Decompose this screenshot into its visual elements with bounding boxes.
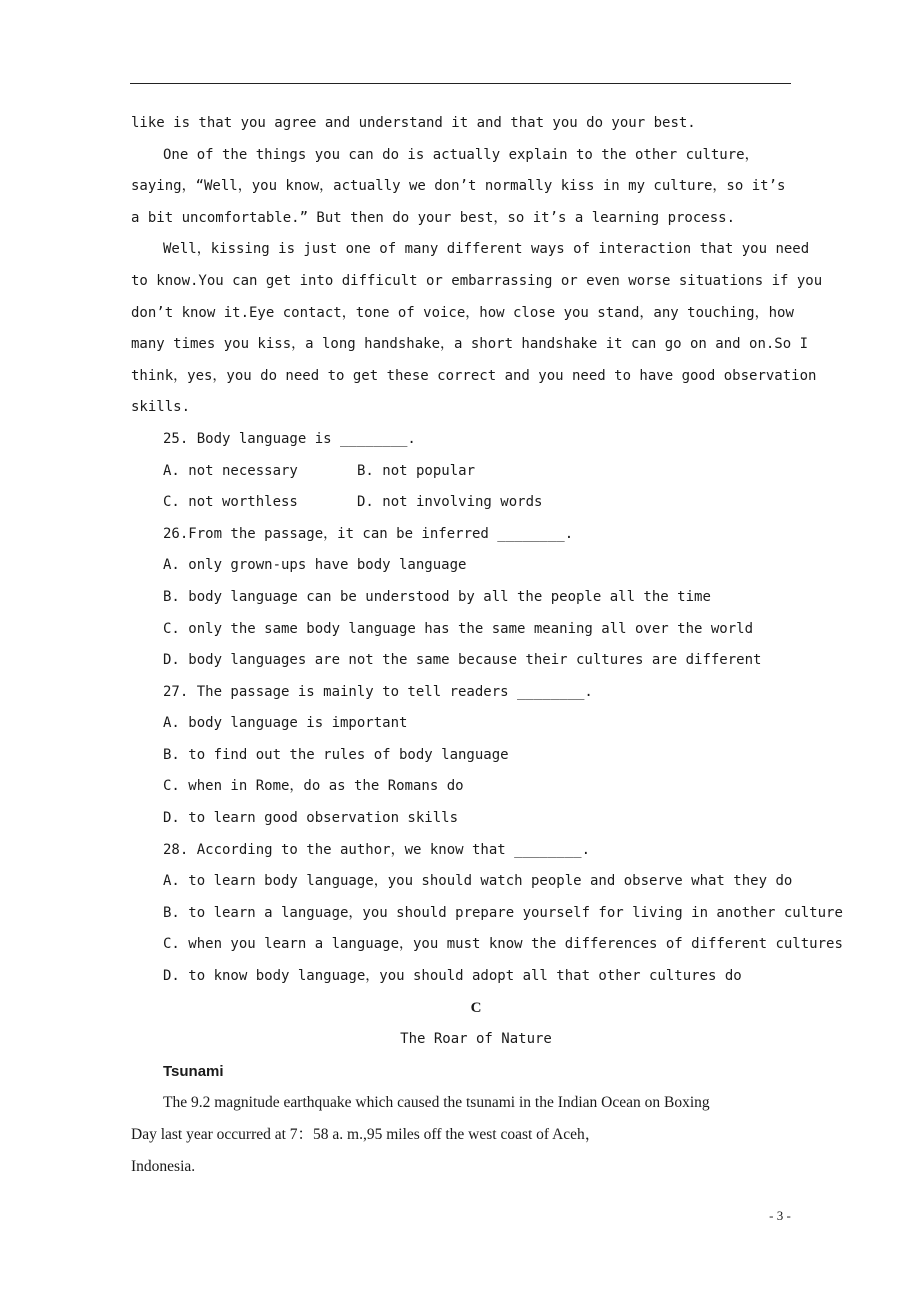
passage-line: saying，“Well，you know，actually we don’t normally kiss in my culture，so it’s [131, 178, 786, 195]
page-content [131, 108, 843, 1182]
question-27-option-c: C. when in Rome，do as the Romans do [163, 778, 464, 795]
passage-line: One of the things you can do is actually explain to the other culture， [163, 146, 759, 163]
question-26-stem: 26.From the passage，it can be inferred ________. [163, 525, 574, 542]
question-28-option-a: A. to learn body language，you should watch people and observe what they do [163, 873, 793, 890]
passage-line: think，yes，you do need to get these correct and you need to have good observation [131, 367, 817, 384]
section-c-line: Indonesia. [131, 1157, 196, 1175]
question-26-option-c: C. only the same body language has the same meaning all over the world [163, 620, 754, 637]
section-c-line: Day last year occurred at 7：58 a. m.,95 miles off the west coast of Aceh， [131, 1126, 601, 1143]
question-28-option-d: D. to know body language，you should adopt all that other cultures do [163, 968, 742, 985]
question-25-option-b: B. not popular [357, 462, 476, 479]
question-28-option-b: B. to learn a language，you should prepare yourself for living in another culture [163, 904, 843, 921]
section-title: The Roar of Nature [400, 1031, 552, 1048]
question-25-option-a: A. not necessary [163, 462, 298, 479]
question-25-options-row-2 [131, 487, 831, 519]
passage-line: to know.You can get into difficult or embarrassing or even worse situations if you [131, 272, 823, 289]
question-26-option-d: D. body languages are not the same because their cultures are different [163, 652, 762, 669]
question-25-option-d: D. not involving words [357, 494, 543, 511]
passage-line: skills. [131, 399, 191, 416]
question-26-option-a: A. only grown-ups have body language [163, 557, 467, 574]
passage-line: Well，kissing is just one of many different ways of interaction that you need [163, 241, 810, 258]
passage-line: a bit uncomfortable.” But then do your best，so it’s a learning process. [131, 209, 736, 226]
passage-line: many times you kiss，a long handshake，a short handshake it can go on and on.So I [131, 336, 809, 353]
question-27-option-a: A. body language is important [163, 715, 408, 732]
question-28-option-c: C. when you learn a language，you must know the differences of different cultures [163, 936, 843, 953]
passage-line: don’t know it.Eye contact，tone of voice，how close you stand，any touching，how [131, 304, 794, 321]
section-c-line: The 9.2 magnitude earthquake which caused the tsunami in the Indian Ocean on Boxing [163, 1094, 710, 1112]
question-25-option-c: C. not worthless [163, 494, 298, 511]
question-28-stem: 28. According to the author，we know that ________. [163, 841, 591, 858]
section-heading: Tsunami [163, 1062, 224, 1080]
section-letter: C [470, 999, 482, 1016]
question-25-stem: 25. Body language is ________. [163, 430, 416, 447]
header-rule [130, 83, 791, 84]
page-number: - 3 - [769, 1208, 791, 1223]
question-26-option-b: B. body language can be understood by all the people all the time [163, 588, 711, 605]
passage-line: like is that you agree and understand it and that you do your best. [131, 115, 696, 131]
question-27-stem: 27. The passage is mainly to tell readers ________. [163, 683, 593, 700]
question-27-option-d: D. to learn good observation skills [163, 810, 459, 827]
question-27-option-b: B. to find out the rules of body language [163, 746, 509, 763]
question-25-options-row-1 [131, 456, 831, 488]
